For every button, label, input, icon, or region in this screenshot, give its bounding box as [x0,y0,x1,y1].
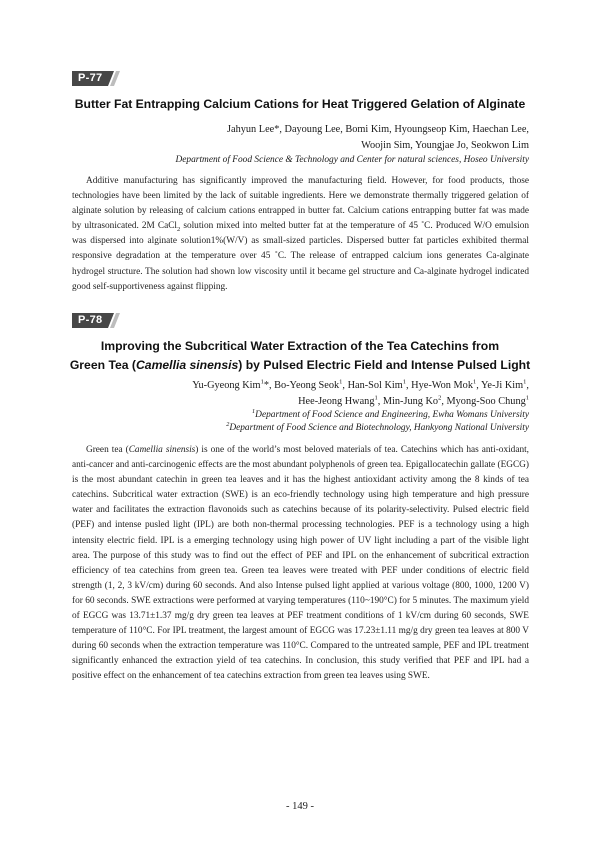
title-line: Improving the Subcritical Water Extraction of the Tea Catechins from [100,339,500,353]
author-list-p77 [100,122,529,153]
affiliation: $^2$Department of Food Science and Biotechnology, Hankyong National University [226,420,529,433]
affiliation-p77: Department of Food Science & Technology and Center for natural sciences, Hoseo University [175,155,529,165]
page-number: - 149 - [286,801,314,812]
author-list-p78 [100,378,529,409]
abstract-body-p78 [72,443,529,685]
abstract-text: ) is one of the world’s most beloved materials of tea. Catechins which has anti-oxidant, anti-cancer and anti-carcinogenic effects are the most abundant polyphenols of green tea. Epigallocatechin gallate (EGCG) is the most abundant catechin in green tea leaves and it has the highest antioxidant activity among the 8 kinds of tea catechins. Subcritical water extraction (SWE) is an eco-friendly technology using high temperature and high pressure water and facilitates the extraction flavonoids such as catechins because of its polarity-selectivity. Pulsed electric field (PEF) and intense pusled light (IPL) are both non-thermal processing technologies. PEF is a technology using a high intensity electric field. IPL is a emerging technology using high power of UV light including a part of the visible light area. The purpose of this study was to find out the effect of PEF and IPL on the enhancement of subcritical extraction efficiency of tea catechins from green tea. Green tea leaves were treated with PEF under conditions of electric field strength (1, 2, 3 kV/cm) during 60 seconds. And also Intense pulsed light applied at various voltage (800, 1000, 1200 V) for 60 seconds. SWE extractions were performed at varying temperatures (110~190°C) for 5 minutes. The maximum yield of EGCG was 13.71±1.37 mg/g dry green tea leaves at PEF treatment conditions of 1 kV/cm during 60 seconds, SWE temperature of 110°C. For IPL treatment, the largest amount of EGCG was 17.23±1.11 mg/g dry green tea leaves at 800 V during 60 seconds when the extraction temperature was 110°C. Compared to the untreated sample, PEF and IPL treatment significantly enhanced the extraction yield of tea catechins. In conclusion, this study verified that PEF and IPL had a positive effect on the enhancement of tea catechins extraction from green tea leaves using SWE. [72,445,530,682]
abstract-title-p78 [60,337,540,375]
affiliation: $^1$Department of Food Science and Engineering, Ewha Womans University [251,407,529,420]
abstract-text: Additive manufacturing has significantly improved the manufacturing field. However, for food products, those technologies have been limited by the lack of suitable ingredients. Here we demonstrate thermally triggered gelation of alginate solution by releasing of calcium cations entrapped in butter fat. Calcium cations entrapping butter fat was made by ultrasonicated. 2M CaCl [72,176,529,232]
abstract-text: Green tea ( [86,445,129,455]
author-line [100,394,529,410]
abstract-body-p77 [72,174,529,295]
poster-badge-p78 [72,313,120,328]
author: Min-Jung Ko$^2$, [382,394,447,407]
title-line [60,356,540,375]
author: Hye-Won Mok$^1$, [411,378,482,391]
author: Bo-Yeong Seok$^1$, [274,378,348,391]
affiliation-list-p78 [100,409,529,434]
title-text: Green Tea ( [69,358,136,372]
badge-label: P-78 [78,314,103,326]
author: Hee-Jeong Hwang$^1$, [298,394,383,407]
author-line: Woojin Sim, Youngjae Jo, Seokwon Lim [361,139,529,151]
species-name: Camellia sinensis [135,358,239,372]
title-text: ) by Pulsed Electric Field and Intense Pulsed Light [238,358,531,372]
badge-label: P-77 [78,72,103,84]
abstract-title-p77: Butter Fat Entrapping Calcium Cations for Heat Triggered Gelation of Alginate [74,97,526,111]
species-name: Camellia sinensis [128,445,196,455]
subscript: 2 [177,226,181,234]
author: Ye-Ji Kim$^1$, [481,378,529,391]
poster-badge-p77 [72,71,120,86]
author-line: Jahyun Lee*, Dayoung Lee, Bomi Kim, Hyoungseop Kim, Haechan Lee, [227,124,529,135]
author: Yu-Gyeong Kim$^1$*, [192,378,275,391]
author: Han-Sol Kim$^1$, [347,378,412,391]
author: Myong-Soo Chung$^1$ [446,394,529,407]
author-line [100,378,529,394]
abstract-text: solution mixed into melted butter fat at the temperature of 45 ˚C. Produced W/O emulsion was dispersed into alginate solution1%(W/V) as small-sized particles. Dispersed butter fat particles exhibited thermal responsive degradation at the temperature over 45 ˚C. The release of entrapped calcium ions generates Ca-alginate hydrogel structure. The solution had shown low viscosity until it became gel structure and Ca-alginate hydrogel indicated good self-supportiveness against flipping. [72,221,530,292]
